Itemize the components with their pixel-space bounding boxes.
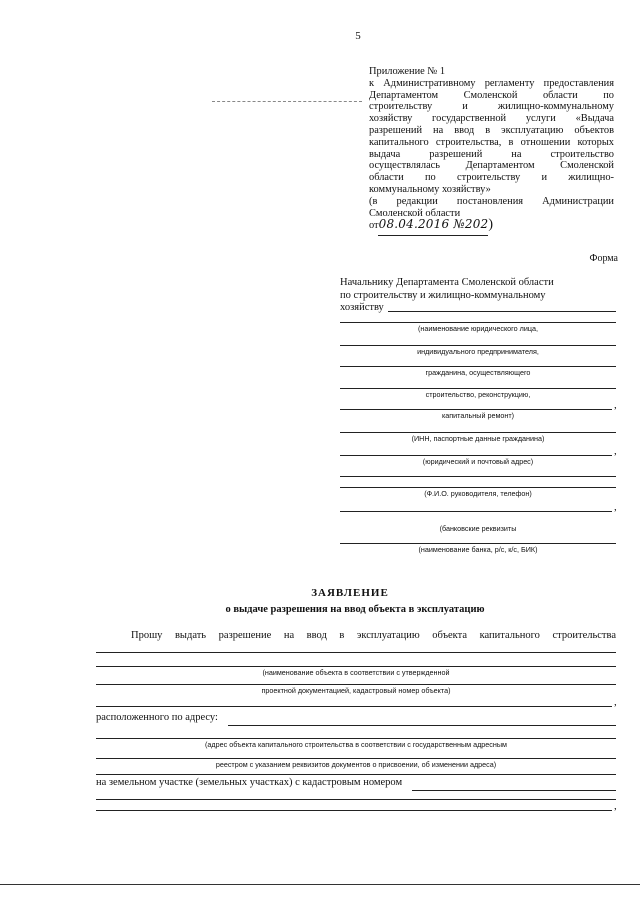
addressee-line: по строительству и жилищно-коммунальному [340, 289, 546, 301]
appendix-line: хозяйству государственной услуги «Выдача [369, 113, 614, 125]
appendix-line: (в редакции постановления Администрации [369, 195, 614, 207]
field-line [96, 810, 612, 811]
appendix-line: осуществлялась Департаментом Смоленской [369, 160, 614, 172]
form-label: Форма [589, 253, 618, 264]
field-caption: индивидуального предпринимателя, [417, 347, 539, 356]
document-title: ЗАЯВЛЕНИЕ [311, 587, 389, 599]
order-underline [378, 235, 488, 236]
field-caption: реестром с указанием реквизитов документов о присвоении, об изменении адреса) [215, 760, 497, 769]
field-line [96, 684, 616, 685]
handwritten-order-number: 08.04.2016 №202 [378, 217, 489, 232]
field-line [340, 476, 616, 477]
comma: , [614, 445, 617, 457]
appendix-order-line: от08.04.2016 №202) [369, 217, 494, 233]
field-line [96, 799, 616, 800]
appendix-line: Приложение № 1 [369, 66, 446, 77]
field-caption: (наименование юридического лица, [418, 324, 538, 333]
addressee-line: хозяйству [340, 302, 384, 313]
field-line [412, 790, 616, 791]
field-caption: (юридический и почтовый адрес) [422, 457, 534, 466]
comma: , [614, 399, 617, 411]
field-caption: проектной документацией, кадастровый номер объекта) [261, 686, 451, 695]
field-caption: (Ф.И.О. руководителя, телефон) [424, 489, 532, 498]
field-line [96, 774, 616, 775]
field-caption: (наименование объекта в соответствии с утвержденной [262, 668, 450, 677]
appendix-header [369, 66, 614, 232]
order-prefix: от [369, 220, 379, 232]
appendix-line: выдача разрешений на строительство [369, 148, 614, 160]
field-line [340, 366, 616, 367]
comma: , [614, 800, 617, 812]
field-line [96, 652, 616, 653]
field-line [340, 511, 612, 512]
appendix-line: области по строительству и жилищно- [369, 172, 614, 184]
page-number: 5 [355, 30, 361, 42]
field-caption: (ИНН, паспортные данные гражданина) [411, 434, 545, 443]
field-line [340, 543, 616, 544]
field-caption: гражданина, осуществляющего [425, 368, 531, 377]
field-caption: строительство, реконструкцию, [425, 390, 531, 399]
field-line [340, 345, 616, 346]
appendix-line: строительству и жилищно-коммунальному [369, 101, 614, 113]
addressee-line: Начальнику Департамента Смоленской области [340, 277, 554, 288]
field-caption: (адрес объекта капитального строительства в соответствии с государственным адресным [205, 740, 507, 749]
appendix-line: капитального строительства, в отношении которых [369, 136, 614, 148]
addressee-block [340, 277, 615, 315]
field-line [340, 455, 612, 456]
appendix-line: Департаментом Смоленской области по [369, 89, 614, 101]
field-caption: капитальный ремонт) [441, 411, 515, 420]
scan-artifact-dashes [212, 101, 362, 102]
document-subtitle: о выдаче разрешения на ввод объекта в эксплуатацию [225, 604, 485, 615]
field-line [340, 409, 612, 410]
address-label: расположенного по адресу: [96, 712, 218, 723]
land-plot-label: на земельном участке (земельных участках) с кадастровым номером [96, 777, 403, 788]
field-line [96, 706, 612, 707]
comma: , [614, 501, 617, 513]
comma: , [614, 696, 617, 708]
field-line [340, 388, 616, 389]
field-line [340, 487, 616, 488]
request-text: Прошу выдать разрешение на ввод в эксплуатацию объекта капитального строительства [131, 630, 616, 641]
field-line [96, 666, 616, 667]
field-caption: (банковские реквизиты [439, 524, 517, 533]
appendix-line: к Административному регламенту предоставления [369, 77, 614, 89]
field-line [96, 738, 616, 739]
field-line [340, 432, 616, 433]
page-bottom-edge [0, 884, 640, 885]
appendix-line: разрешений на ввод в эксплуатацию объектов [369, 124, 614, 136]
field-line [340, 322, 616, 323]
field-line [388, 311, 616, 312]
field-line [96, 758, 616, 759]
field-caption: (наименование банка, р/с, к/с, БИК) [418, 545, 538, 554]
appendix-line: Смоленской области [369, 207, 461, 219]
field-line [228, 725, 616, 726]
appendix-line: коммунальному хозяйству» [369, 183, 491, 195]
